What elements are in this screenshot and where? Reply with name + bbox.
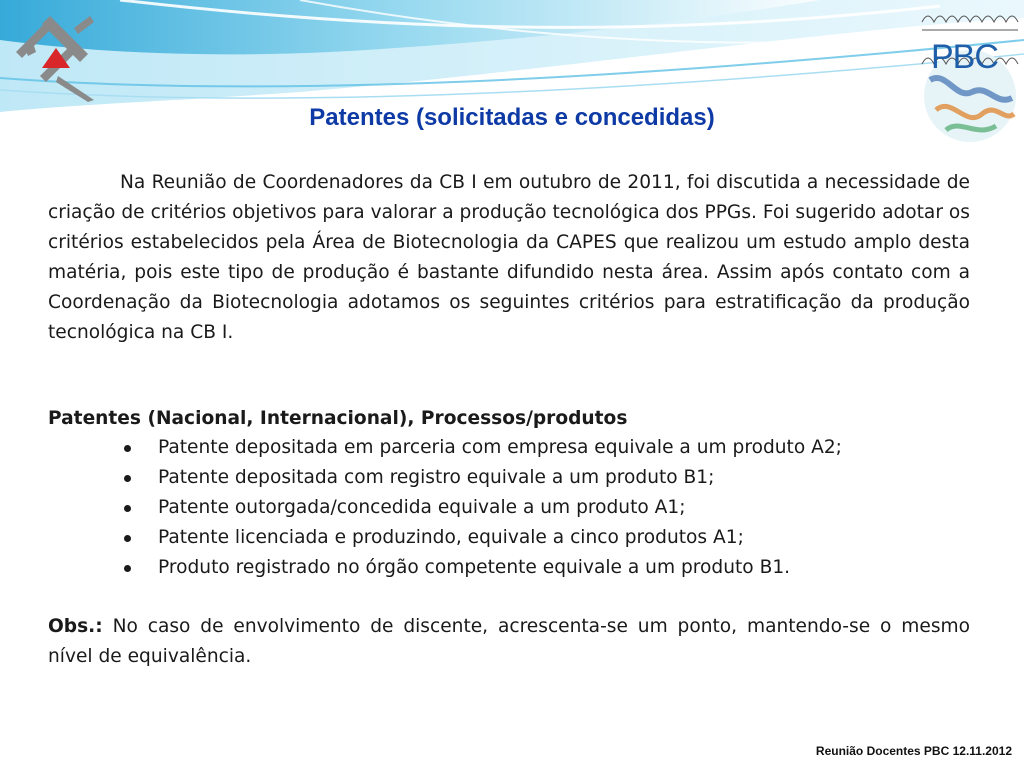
list-item-text: Produto registrado no órgão competente equivale a um produto B1.	[158, 557, 791, 578]
section-heading: Patentes (Nacional, Internacional), Processos/produtos	[48, 408, 628, 429]
list-item-text: Patente depositada com registro equivale a um produto B1;	[158, 467, 715, 488]
intro-paragraph: Na Reunião de Coordenadores da CB I em outubro de 2011, foi discutida a necessidade de criação de critérios objetivos para valorar a produção tecnológica dos PPGs. Foi sugerido adotar os critérios estabelecidos pela Área de Biotecnologia da CAPES que realizou um estudo amplo desta matéria, pois este tipo de produção é bastante difundido nesta área. Assim após contato com a Coordenação da Biotecnologia adotamos os seguintes critérios para estratificação da produção tecnológica na CB I.	[48, 172, 970, 343]
list-item	[48, 433, 970, 463]
bullet-icon	[124, 565, 131, 572]
list-item	[48, 493, 970, 523]
bullet-icon	[124, 535, 131, 542]
slide-title: Patentes (solicitadas e concedidas)	[309, 104, 715, 131]
list-item-text: Patente depositada em parceria com empresa equivale a um produto A2;	[158, 437, 842, 458]
slide-footer: Reunião Docentes PBC 12.11.2012	[815, 744, 1012, 758]
university-logo	[6, 6, 102, 102]
pbc-logo-text: PBC	[931, 38, 998, 76]
observation-note	[48, 612, 970, 672]
bullet-icon	[124, 445, 131, 452]
list-item	[48, 463, 970, 493]
observation-label: Obs.:	[48, 616, 103, 637]
criteria-list	[48, 433, 970, 583]
list-item	[48, 553, 970, 583]
list-item-text: Patente licenciada e produzindo, equivale a cinco produtos A1;	[158, 527, 744, 548]
bullet-icon	[124, 475, 131, 482]
list-item-text: Patente outorgada/concedida equivale a um produto A1;	[158, 497, 686, 518]
observation-text: No caso de envolvimento de discente, acrescenta-se um ponto, mantendo-se o mesmo nível de equivalência.	[48, 616, 970, 667]
bullet-icon	[124, 505, 131, 512]
list-item	[48, 523, 970, 553]
